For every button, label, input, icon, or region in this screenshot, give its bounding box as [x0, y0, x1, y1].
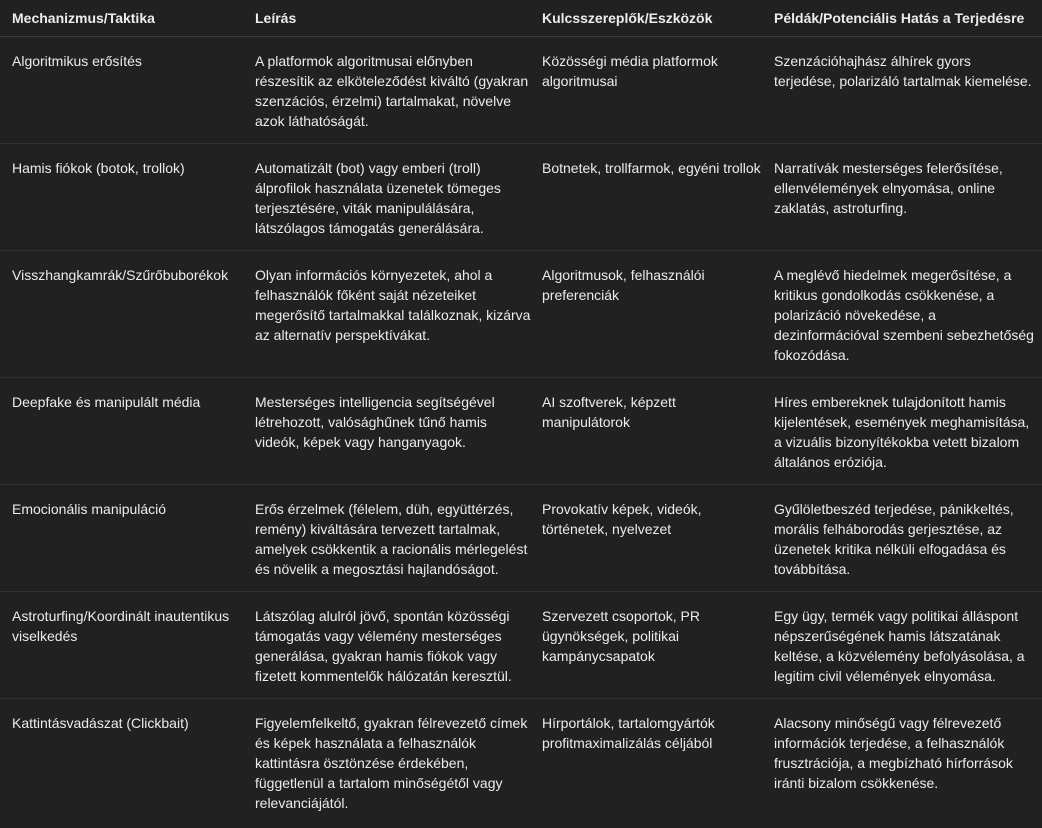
table-row [0, 378, 1042, 485]
table-row [0, 144, 1042, 251]
cell-description: Erős érzelmek (félelem, düh, együttérzés, remény) kiváltására tervezett tartalmak, amelyek csökkentik a racionális mérlegelést és növelik a megosztási hajlandóságot. [255, 501, 528, 577]
header-row [0, 0, 1042, 37]
header-actors: Kulcsszereplők/Eszközök [542, 10, 713, 26]
cell-description: Olyan információs környezetek, ahol a felhasználók főként saját nézeteiket megerősítő tartalmakkal találkoznak, kizárva az alternatív perspektívákat. [255, 267, 531, 343]
cell-description: Mesterséges intelligencia segítségével létrehozott, valósághűnek tűnő hamis videók, képek vagy hanganyagok. [255, 394, 495, 450]
cell-description: Automatizált (bot) vagy emberi (troll) álprofilok használata üzenetek tömeges terjesztésére, viták manipulálására, látszólagos támogatás generálására. [255, 160, 501, 236]
cell-actors: Közösségi média platformok algoritmusai [542, 53, 718, 89]
cell-actors: Szervezett csoportok, PR ügynökségek, politikai kampánycsapatok [542, 608, 700, 664]
cell-actors: Botnetek, trollfarmok, egyéni trollok [542, 160, 761, 176]
cell-description: A platformok algoritmusai előnyben részesítik az elköteleződést kiváltó (gyakran szenzációs, érzelmi) tartalmakat, növelve azok láthatóságát. [255, 53, 529, 129]
table-row [0, 251, 1042, 378]
table-row [0, 592, 1042, 699]
cell-mechanism: Astroturfing/Koordinált inautentikus viselkedés [12, 608, 230, 644]
cell-mechanism: Kattintásvadászat (Clickbait) [12, 715, 189, 731]
cell-mechanism: Emocionális manipuláció [12, 501, 167, 517]
header-mechanism: Mechanizmus/Taktika [12, 10, 155, 26]
cell-impact: Gyűlöletbeszéd terjedése, pánikkeltés, morális felháborodás gerjesztése, az üzenetek kritika nélküli elfogadása és továbbítása. [774, 501, 1014, 577]
cell-description: Figyelemfelkeltő, gyakran félrevezető címek és képek használata a felhasználók kattintásra ösztönzése érdekében, függetlenül a tartalom minőségétől vagy relevanciájától. [255, 715, 528, 811]
table-row [0, 485, 1042, 592]
cell-actors: AI szoftverek, képzett manipulátorok [542, 394, 676, 430]
cell-impact: Szenzációhajhász álhírek gyors terjedése, polarizáló tartalmak kiemelése. [774, 53, 1032, 89]
header-impact: Példák/Potenciális Hatás a Terjedésre [774, 10, 1025, 26]
cell-actors: Hírportálok, tartalomgyártók profitmaximalizálás céljából [542, 715, 715, 751]
cell-mechanism: Algoritmikus erősítés [12, 53, 142, 69]
table-body [0, 37, 1042, 826]
table-row [0, 699, 1042, 826]
cell-actors: Provokatív képek, videók, történetek, nyelvezet [542, 501, 702, 537]
cell-mechanism: Visszhangkamrák/Szűrőbuborékok [12, 267, 229, 283]
table-header [0, 0, 1042, 37]
cell-mechanism: Deepfake és manipulált média [12, 394, 201, 410]
cell-impact: A meglévő hiedelmek megerősítése, a kritikus gondolkodás csökkenése, a polarizáció növekedése, a dezinformációval szembeni sebezhetőség fokozódása. [774, 267, 1034, 363]
cell-impact: Alacsony minőségű vagy félrevezető információk terjedése, a felhasználók frusztrációja, a megbízható hírforrások iránti bizalom csökkenése. [774, 715, 1013, 791]
header-description: Leírás [255, 10, 297, 26]
cell-impact: Híres embereknek tulajdonított hamis kijelentések, események meghamisítása, a vizuális bizonyítékokba vetett bizalom általános eróziója. [774, 394, 1030, 470]
cell-impact: Egy ügy, termék vagy politikai álláspont népszerűségének hamis látszatának keltése, a közvélemény befolyásolása, a legitim civil vélemények elnyomása. [774, 608, 1025, 684]
cell-impact: Narratívák mesterséges felerősítése, ellenvélemények elnyomása, online zaklatás, astroturfing. [774, 160, 1003, 216]
cell-mechanism: Hamis fiókok (botok, trollok) [12, 160, 185, 176]
cell-actors: Algoritmusok, felhasználói preferenciák [542, 267, 705, 303]
cell-description: Látszólag alulról jövő, spontán közösségi támogatás vagy vélemény mesterséges generálása, gyakran hamis fiókok vagy fizetett kommentelők hálózatán keresztül. [255, 608, 512, 684]
table-row [0, 37, 1042, 144]
